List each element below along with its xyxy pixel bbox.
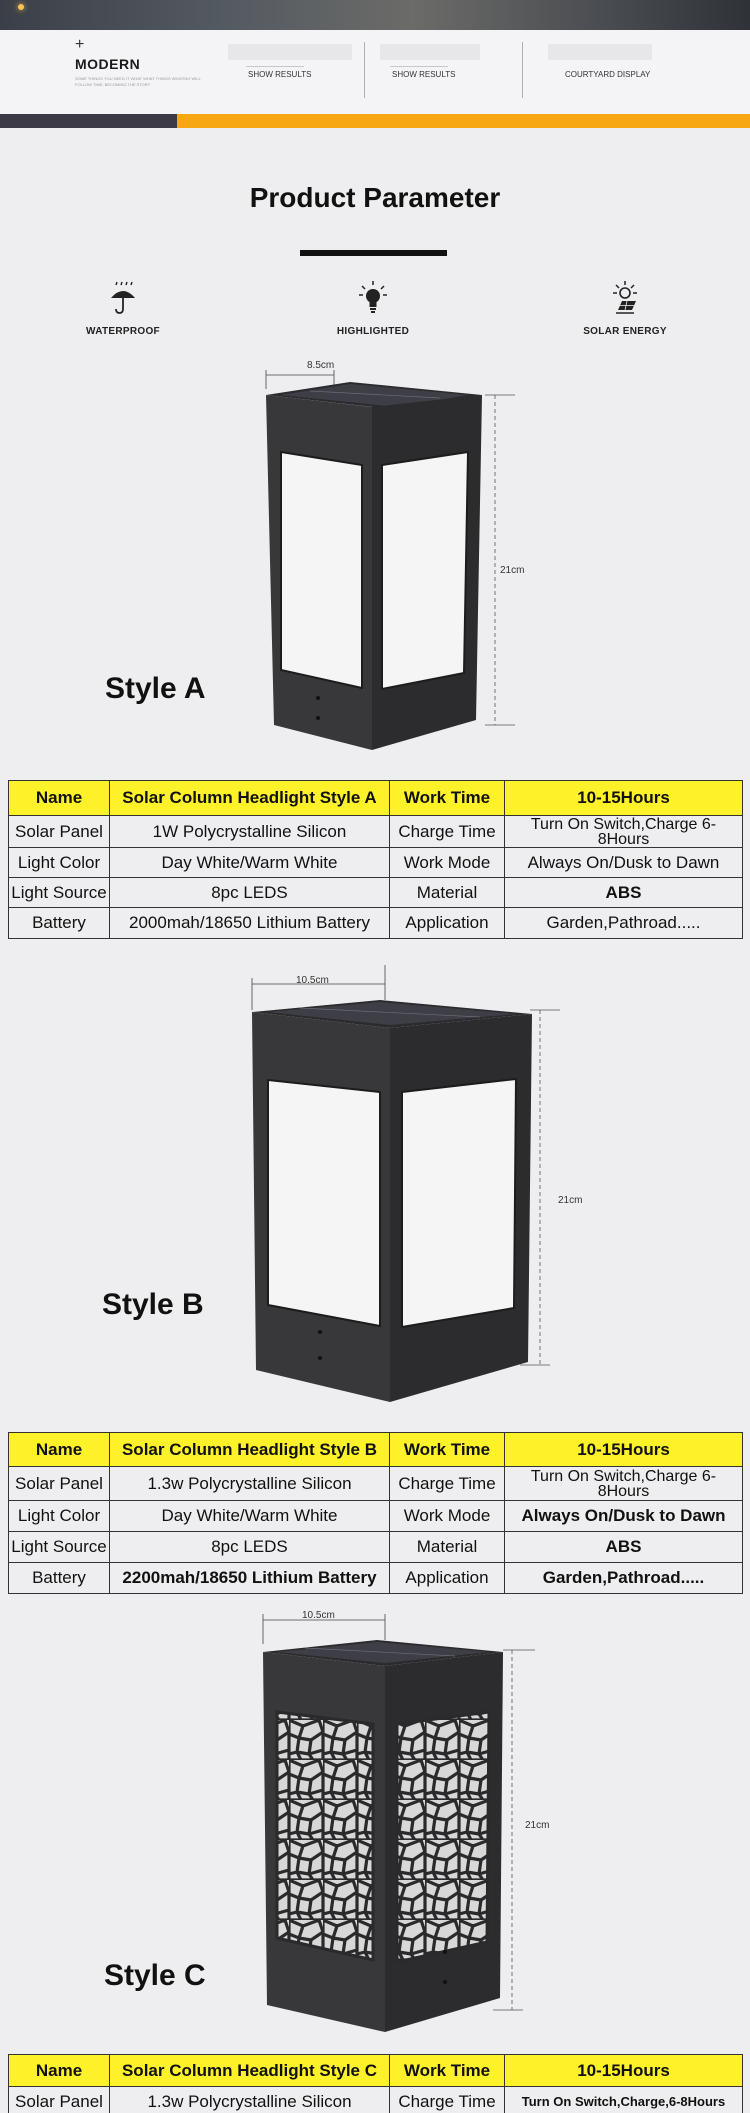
umbrella-icon — [108, 280, 138, 316]
nav-divider — [364, 42, 365, 98]
solar-panel-icon — [610, 280, 640, 316]
product-image-style-b — [240, 960, 560, 1410]
feature-label: HIGHLIGHTED — [336, 326, 410, 337]
nav-placeholder-bar — [228, 44, 352, 60]
table-cell: Application — [390, 908, 505, 939]
table-cell: Battery — [9, 1563, 110, 1594]
table-cell: Work Time — [390, 2055, 505, 2087]
table-cell: Turn On Switch,Charge 6-8Hours — [505, 816, 743, 848]
color-bar-accent — [177, 114, 750, 128]
width-dimension: 10.5cm — [302, 1610, 335, 1621]
table-row — [9, 2087, 743, 2113]
height-dimension: 21cm — [558, 1195, 583, 1206]
table-cell: Light Source — [9, 878, 110, 908]
table-cell: Solar Panel — [9, 2087, 110, 2113]
table-cell: Name — [9, 781, 110, 816]
table-cell: Solar Column Headlight Style A — [110, 781, 390, 816]
table-cell: 1W Polycrystalline Silicon — [110, 816, 390, 848]
nav-underline — [390, 66, 448, 67]
product-image-style-c — [255, 1600, 555, 2040]
table-cell: Light Source — [9, 1532, 110, 1563]
table-row — [9, 908, 743, 939]
hero-photo-strip — [0, 0, 750, 30]
spec-table-style-c — [8, 2054, 743, 2113]
table-cell: Day White/Warm White — [110, 1501, 390, 1532]
table-header-row — [9, 2055, 743, 2087]
table-cell: Name — [9, 1433, 110, 1467]
feature-label: WATERPROOF — [86, 326, 160, 337]
product-image-style-a — [250, 355, 530, 755]
table-cell: Solar Panel — [9, 1467, 110, 1501]
table-cell: Work Mode — [390, 848, 505, 878]
table-cell: Material — [390, 1532, 505, 1563]
table-cell: 8pc LEDS — [110, 878, 390, 908]
table-cell: 10-15Hours — [505, 2055, 743, 2087]
table-cell: Turn On Switch,Charge 6-8Hours — [505, 1467, 743, 1501]
style-label: Style C — [104, 1959, 206, 1992]
width-dimension: 8.5cm — [307, 360, 335, 371]
table-row — [9, 816, 743, 848]
table-cell: Work Time — [390, 1433, 505, 1467]
table-header-row — [9, 1433, 743, 1467]
table-cell: Work Mode — [390, 1501, 505, 1532]
brand-tagline: SOME THINGS YOU NEED IT WHAT WHAT THINGS WHATING WILL FOLLOW TIME, BECOMING THE STORY — [75, 76, 201, 87]
nav-item-show-results-2[interactable]: SHOW RESULTS — [392, 70, 456, 79]
table-cell: Always On/Dusk to Dawn — [505, 1501, 743, 1532]
table-header-row — [9, 781, 743, 816]
table-cell: 2200mah/18650 Lithium Battery — [110, 1563, 390, 1594]
table-cell: 1.3w Polycrystalline Silicon — [110, 1467, 390, 1501]
spec-table-style-a — [8, 780, 743, 939]
table-cell: Garden,Pathroad..... — [505, 1563, 743, 1594]
table-cell: ABS — [505, 1532, 743, 1563]
height-dimension: 21cm — [500, 565, 525, 576]
nav-item-show-results-1[interactable]: SHOW RESULTS — [248, 70, 312, 79]
nav-item-courtyard-display[interactable]: COURTYARD DISPLAY — [565, 70, 651, 79]
table-row — [9, 848, 743, 878]
title-rule — [300, 250, 447, 256]
nav-underline — [246, 66, 304, 67]
feature-highlighted — [313, 280, 433, 337]
color-bar-dark — [0, 114, 177, 128]
brand-name: MODERN — [75, 56, 141, 72]
section-title: Product Parameter — [249, 182, 501, 213]
table-cell: Turn On Switch,Charge,6-8Hours — [505, 2087, 743, 2113]
table-cell: Light Color — [9, 848, 110, 878]
table-cell: Solar Column Headlight Style B — [110, 1433, 390, 1467]
lamp-glow — [18, 4, 24, 10]
table-cell: Application — [390, 1563, 505, 1594]
width-dimension: 10.5cm — [296, 975, 329, 986]
table-row — [9, 878, 743, 908]
style-label: Style A — [105, 672, 206, 705]
table-row — [9, 1501, 743, 1532]
feature-label: SOLAR ENERGY — [583, 326, 667, 337]
table-cell: 8pc LEDS — [110, 1532, 390, 1563]
nav-divider — [522, 42, 523, 98]
table-cell: Solar Panel — [9, 816, 110, 848]
table-cell: 10-15Hours — [505, 781, 743, 816]
height-dimension: 21cm — [525, 1820, 550, 1831]
table-cell: Material — [390, 878, 505, 908]
table-cell: 1.3w Polycrystalline Silicon — [110, 2087, 390, 2113]
table-cell: Garden,Pathroad..... — [505, 908, 743, 939]
table-cell: Charge Time — [390, 816, 505, 848]
table-row — [9, 1467, 743, 1501]
table-cell: Light Color — [9, 1501, 110, 1532]
feature-solar-energy — [565, 280, 685, 337]
table-cell: Day White/Warm White — [110, 848, 390, 878]
feature-waterproof — [63, 280, 183, 337]
brand-plus-mark: + — [75, 36, 85, 53]
table-row — [9, 1563, 743, 1594]
table-cell: Charge Time — [390, 1467, 505, 1501]
nav-placeholder-bar — [548, 44, 652, 60]
nav-placeholder-bar — [380, 44, 480, 60]
table-cell: Work Time — [390, 781, 505, 816]
table-cell: Solar Column Headlight Style C — [110, 2055, 390, 2087]
table-cell: 10-15Hours — [505, 1433, 743, 1467]
table-cell: Name — [9, 2055, 110, 2087]
table-cell: Charge Time — [390, 2087, 505, 2113]
spec-table-style-b — [8, 1432, 743, 1594]
table-cell: 2000mah/18650 Lithium Battery — [110, 908, 390, 939]
table-row — [9, 1532, 743, 1563]
table-cell: ABS — [505, 878, 743, 908]
style-label: Style B — [102, 1288, 204, 1321]
bulb-icon — [358, 280, 388, 316]
table-cell: Battery — [9, 908, 110, 939]
table-cell: Always On/Dusk to Dawn — [505, 848, 743, 878]
